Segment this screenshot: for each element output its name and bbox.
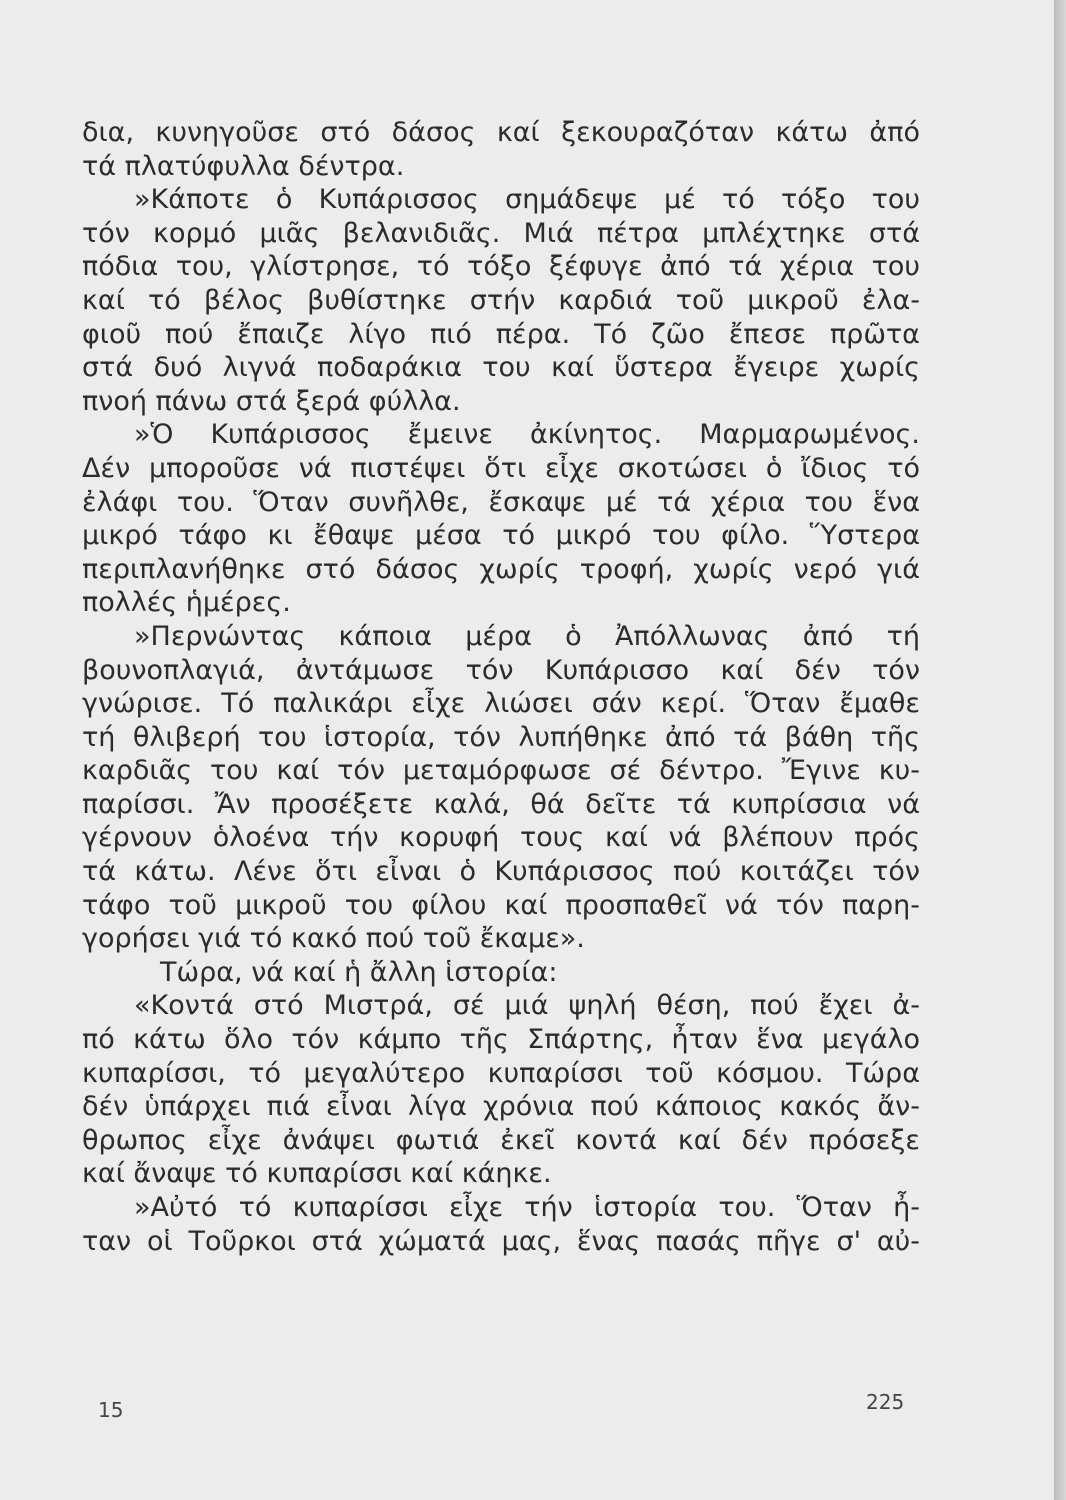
text-line: πολλές ἡμέρες.: [82, 587, 291, 619]
text-line: περιπλανήθηκε στό δάσος χωρίς τροφή, χωρίς νερό γιά: [82, 553, 920, 585]
text-line: πνοή πάνω στά ξερά φύλλα.: [82, 385, 461, 417]
text-line: »Ὁ Κυπάρισσος ἔμεινε ἀκίνητος. Μαρμαρωμένος.: [134, 419, 920, 451]
text-line: τά πλατύφυλλα δέντρα.: [82, 150, 405, 182]
text-line: βουνοπλαγιά, ἀντάμωσε τόν Κυπάρισσο καί δέν τόν: [82, 654, 920, 686]
text-line: κυπαρίσσι, τό μεγαλύτερο κυπαρίσσι τοῦ κόσμου. Τώρα: [82, 1057, 920, 1089]
text-line: τάφο τοῦ μικροῦ του φίλου καί προσπαθεῖ νά τόν παρη-: [82, 889, 920, 921]
text-line: πό κάτω ὅλο τόν κάμπο τῆς Σπάρτης, ἦταν ἕνα μεγάλο: [82, 1024, 920, 1056]
text-line: πόδια του, γλίστρησε, τό τόξο ξέφυγε ἀπό τά χέρια του: [82, 251, 920, 283]
text-line: τά κάτω. Λένε ὅτι εἶναι ὁ Κυπάρισσος πού κοιτάζει τόν: [82, 856, 920, 888]
text-line: γνώρισε. Τό παλικάρι εἶχε λιώσει σάν κερί. Ὅταν ἔμαθε: [82, 688, 920, 720]
text-line: «Κοντά στό Μιστρά, σέ μιά ψηλή θέση, πού ἔχει ἀ-: [134, 990, 920, 1022]
text-line: »Αὐτό τό κυπαρίσσι εἶχε τήν ἱστορία του. Ὅταν ἦ-: [134, 1192, 920, 1223]
page-edge: [1054, 0, 1066, 1500]
text-line: γορήσει γιά τό κακό πού τοῦ ἔκαμε».: [82, 923, 585, 955]
text-line: Τώρα, νά καί ἡ ἄλλη ἱστορία:: [160, 956, 558, 988]
text-line: θρωπος εἶχε ἀνάψει φωτιά ἐκεῖ κοντά καί δέν πρόσεξε: [82, 1124, 920, 1156]
text-line: ταν οἱ Τοῦρκοι στά χώματά μας, ἕνας πασάς πῆγε σ' αὐ-: [82, 1225, 920, 1257]
text-line: γέρνουν ὁλοένα τήν κορυφή τους καί νά βλέπουν πρός: [82, 822, 920, 854]
text-line: παρίσσι. Ἄν προσέξετε καλά, θά δεῖτε τά κυπρίσσια νά: [82, 788, 920, 820]
text-line: μικρό τάφο κι ἔθαψε μέσα τό μικρό του φίλο. Ὕστερα: [82, 520, 920, 552]
text-line: »Κάποτε ὁ Κυπάρισσος σημάδεψε μέ τό τόξο του: [134, 184, 920, 216]
text-line: φιοῦ πού ἔπαιζε λίγο πιό πέρα. Τό ζῶο ἔπεσε πρῶτα: [82, 318, 920, 350]
text-line: δια, κυνηγοῦσε στό δάσος καί ξεκουραζόταν κάτω ἀπό: [82, 117, 920, 148]
text-line: Δέν μποροῦσε νά πιστέψει ὅτι εἶχε σκοτώσει ὁ ἴδιος τό: [82, 452, 920, 484]
text-line: καί ἄναψε τό κυπαρίσσι καί κάηκε.: [82, 1158, 552, 1190]
text-line: δέν ὑπάρχει πιά εἶναι λίγα χρόνια πού κάποιος κακός ἄν-: [82, 1091, 920, 1123]
text-line: ἐλάφι του. Ὅταν συνῆλθε, ἔσκαψε μέ τά χέρια του ἕνα: [82, 486, 920, 518]
text-line: καί τό βέλος βυθίστηκε στήν καρδιά τοῦ μικροῦ ἐλα-: [82, 284, 920, 316]
text-line: καρδιᾶς του καί τόν μεταμόρφωσε σέ δέντρο. Ἔγινε κυ-: [82, 755, 920, 787]
signature-mark: 15: [98, 1398, 124, 1422]
body-text: [82, 116, 920, 1258]
page-number: 225: [866, 1390, 905, 1414]
text-line: τόν κορμό μιᾶς βελανιδιᾶς. Μιά πέτρα μπλέχτηκε στά: [82, 217, 920, 249]
text-line: τή θλιβερή του ἱστορία, τόν λυπήθηκε ἀπό τά βάθη τῆς: [82, 721, 920, 753]
text-line: στά δυό λιγνά ποδαράκια του καί ὕστερα ἔγειρε χωρίς: [82, 352, 920, 384]
text-line: »Περνώντας κάποια μέρα ὁ Ἀπόλλωνας ἀπό τή: [134, 620, 920, 652]
